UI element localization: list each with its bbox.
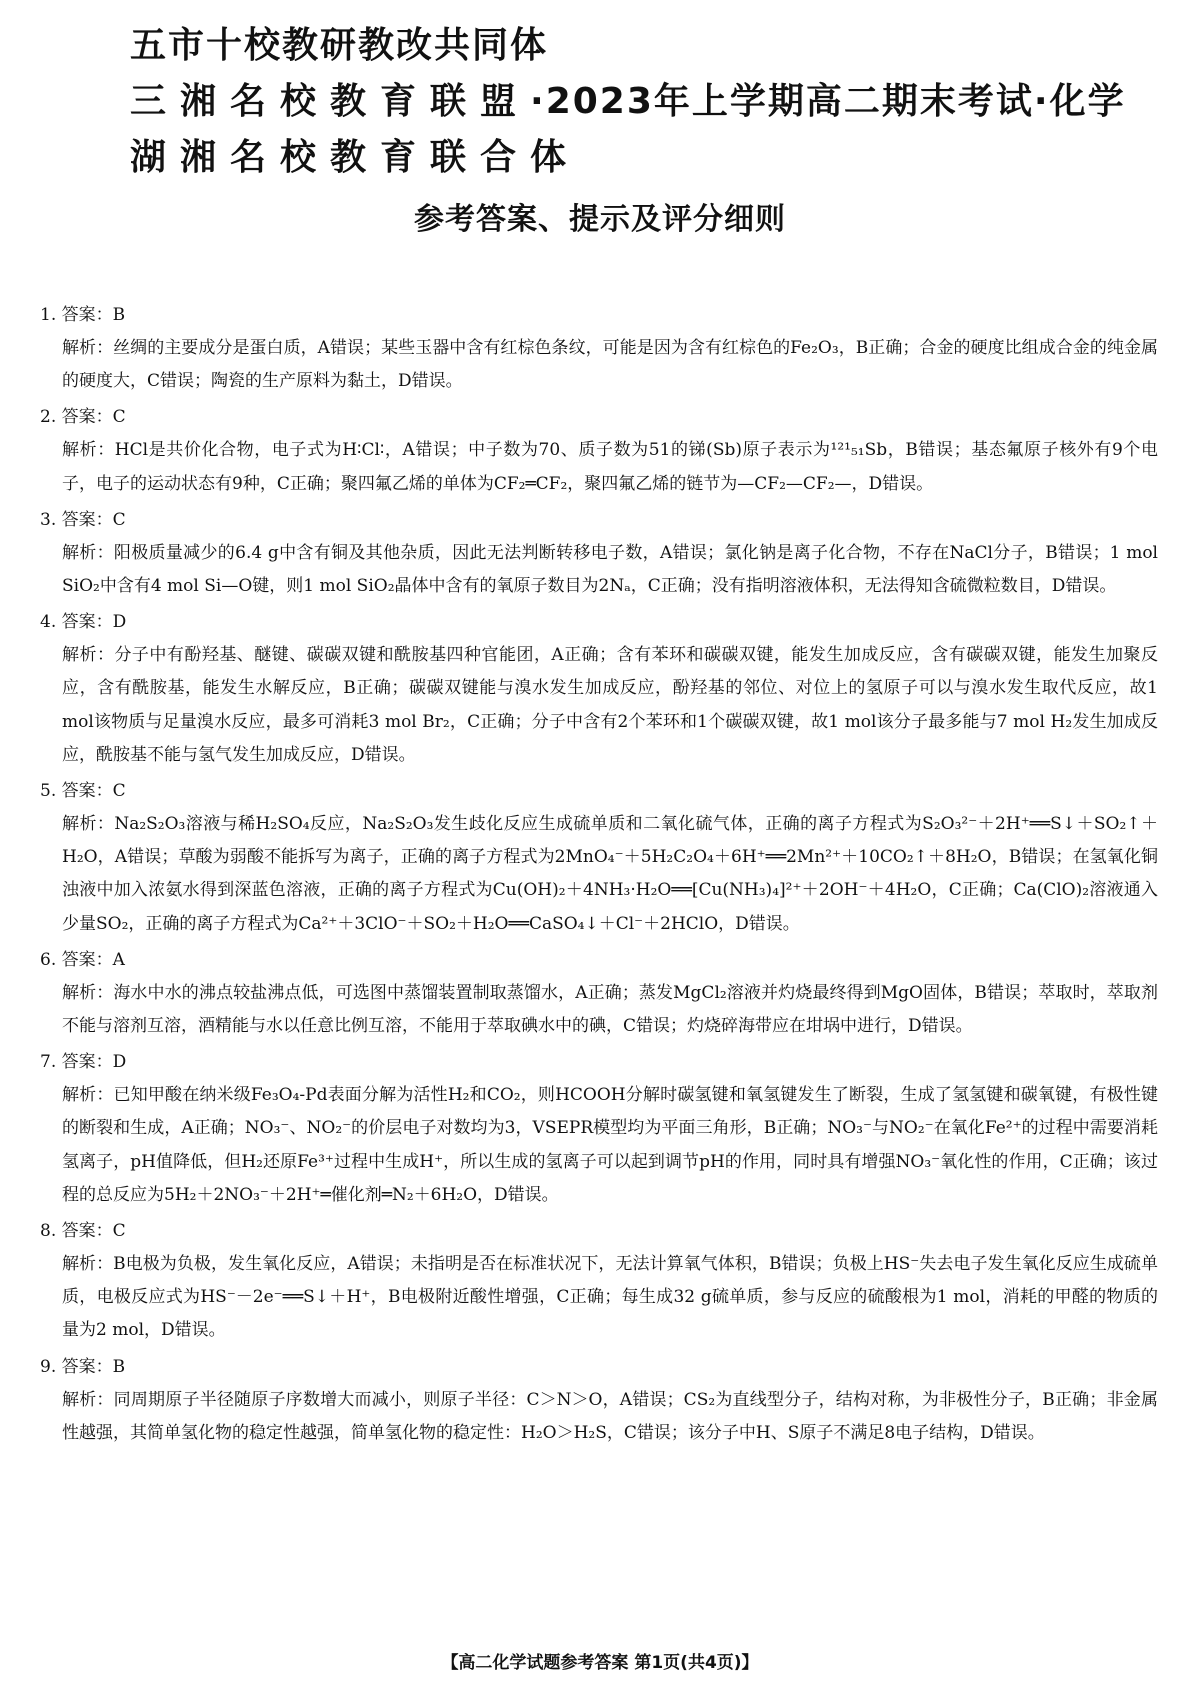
header (130, 18, 1126, 186)
question-item (40, 298, 1158, 398)
explanation-text: 解析：已知甲酸在纳米级Fe₃O₄-Pd表面分解为活性H₂和CO₂，则HCOOH分解时碳氢键和氧氢键发生了断裂，生成了氢氢键和碳氧键，有极性键的断裂和生成，A正确；NO₃⁻、NO₂⁻的价层电子对数均为3，VSEPR模型均为平面三角形，B正确；NO₃⁻与NO₂⁻在氧化Fe²⁺的过程中需要消耗氢离子，pH值降低，但H₂还原Fe³⁺过程中生成H⁺，所以生成的氢离子可以起到调节pH的作用，同时具有增强NO₃⁻氧化性的作用，C正确；该过程的总反应为5H₂＋2NO₃⁻＋2H⁺═催化剂═N₂＋6H₂O，D错误。 (62, 1085, 1158, 1205)
header-org: 三湘名校教育联盟 (130, 81, 531, 122)
document-subtitle: 参考答案、提示及评分细则 (414, 202, 786, 237)
header-exam-title: ·2023年上学期高二期末考试·化学 (530, 81, 1126, 122)
answer-line: 6. 答案：A (40, 949, 125, 970)
question-item (40, 1350, 1158, 1450)
header-line-1: 五市十校教研教改共同体 (130, 25, 549, 66)
page-footer: 【高二化学试题参考答案 第1页(共4页)】 (441, 1653, 759, 1673)
question-item (40, 1045, 1158, 1212)
header-line-3: 湖湘名校教育联合体 (130, 137, 581, 178)
explanation-text: 解析：海水中水的沸点较盐沸点低，可选图中蒸馏装置制取蒸馏水，A正确；蒸发MgCl₂溶液并灼烧最终得到MgO固体，B错误；萃取时，萃取剂不能与溶剂互溶，酒精能与水以任意比例互溶，不能用于萃取碘水中的碘，C错误；灼烧碎海带应在坩埚中进行，D错误。 (62, 982, 1158, 1037)
question-item (40, 1214, 1158, 1348)
explanation-text: 解析：分子中有酚羟基、醚键、碳碳双键和酰胺基四种官能团，A正确；含有苯环和碳碳双键，能发生加成反应，含有碳碳双键，能发生加聚反应，含有酰胺基，能发生水解反应，B正确；碳碳双键能与溴水发生加成反应，酚羟基的邻位、对位上的氢原子可以与溴水发生取代反应，故1 mol该物质与足量溴水反应，最多可消耗3 mol Br₂，C正确；分子中含有2个苯环和1个碳碳双键，故1 mol该分子最多能与7 mol H₂发生加成反应，酰胺基不能与氢气发生加成反应，D错误。 (62, 645, 1158, 765)
question-item (40, 774, 1158, 941)
header-line-2 (130, 74, 1126, 130)
question-item (40, 400, 1158, 500)
explanation-text: 解析：同周期原子半径随原子序数增大而减小，则原子半径：C＞N＞O，A错误；CS₂为直线型分子，结构对称，为非极性分子，B正确；非金属性越强，其简单氢化物的稳定性越强，简单氢化物的稳定性：H₂O＞H₂S，C错误；该分子中H、S原子不满足8电子结构，D错误。 (62, 1389, 1158, 1443)
question-item (40, 605, 1158, 772)
question-item (40, 503, 1158, 603)
answer-line: 2. 答案：C (40, 407, 126, 428)
answer-line: 3. 答案：C (40, 509, 126, 530)
answer-line: 9. 答案：B (40, 1356, 126, 1377)
answer-line: 4. 答案：D (40, 612, 127, 633)
answer-list (40, 298, 1158, 1452)
answer-line: 7. 答案：D (40, 1052, 127, 1073)
explanation-text: 解析：丝绸的主要成分是蛋白质，A错误；某些玉器中含有红棕色条纹，可能是因为含有红棕色的Fe₂O₃，B正确；合金的硬度比组成合金的纯金属的硬度大，C错误；陶瓷的生产原料为黏土，D错误。 (62, 338, 1158, 392)
explanation-text: 解析：B电极为负极，发生氧化反应，A错误；未指明是否在标准状况下，无法计算氧气体积，B错误；负极上HS⁻失去电子发生氧化反应生成硫单质，电极反应式为HS⁻－2e⁻══S↓＋H⁺，B电极附近酸性增强，C正确；每生成32 g硫单质，参与反应的硫酸根为1 mol，消耗的甲醛的物质的量为2 mol，D错误。 (62, 1254, 1158, 1341)
answer-line: 8. 答案：C (40, 1221, 126, 1242)
answer-line: 5. 答案：C (40, 781, 126, 802)
explanation-text: 解析：Na₂S₂O₃溶液与稀H₂SO₄反应，Na₂S₂O₃发生歧化反应生成硫单质和二氧化硫气体，正确的离子方程式为S₂O₃²⁻＋2H⁺══S↓＋SO₂↑＋H₂O，A错误；草酸为弱酸不能拆写为离子，正确的离子方程式为2MnO₄⁻＋5H₂C₂O₄＋6H⁺══2Mn²⁺＋10CO₂↑＋8H₂O，B错误；在氢氧化铜浊液中加入浓氨水得到深蓝色溶液，正确的离子方程式为Cu(OH)₂＋4NH₃·H₂O══[Cu(NH₃)₄]²⁺＋2OH⁻＋4H₂O，C正确；Ca(ClO)₂溶液通入少量SO₂，正确的离子方程式为Ca²⁺＋3ClO⁻＋SO₂＋H₂O══CaSO₄↓＋Cl⁻＋2HClO，D错误。 (62, 814, 1158, 934)
question-item (40, 943, 1158, 1043)
explanation-text: 解析：HCl是共价化合物，电子式为H∶Cl∶，A错误；中子数为70、质子数为51的锑(Sb)原子表示为¹²¹₅₁Sb，B错误；基态氟原子核外有9个电子，电子的运动状态有9种，C正确；聚四氟乙烯的单体为CF₂═CF₂，聚四氟乙烯的链节为—CF₂—CF₂—，D错误。 (62, 440, 1158, 494)
answer-line: 1. 答案：B (40, 305, 126, 325)
explanation-text: 解析：阳极质量减少的6.4 g中含有铜及其他杂质，因此无法判断转移电子数，A错误；氯化钠是离子化合物，不存在NaCl分子，B错误；1 mol SiO₂中含有4 mol Si—O键，则1 mol SiO₂晶体中含有的氧原子数目为2Nₐ，C正确；没有指明溶液体积，无法得知含硫微粒数目，D错误。 (62, 542, 1158, 597)
